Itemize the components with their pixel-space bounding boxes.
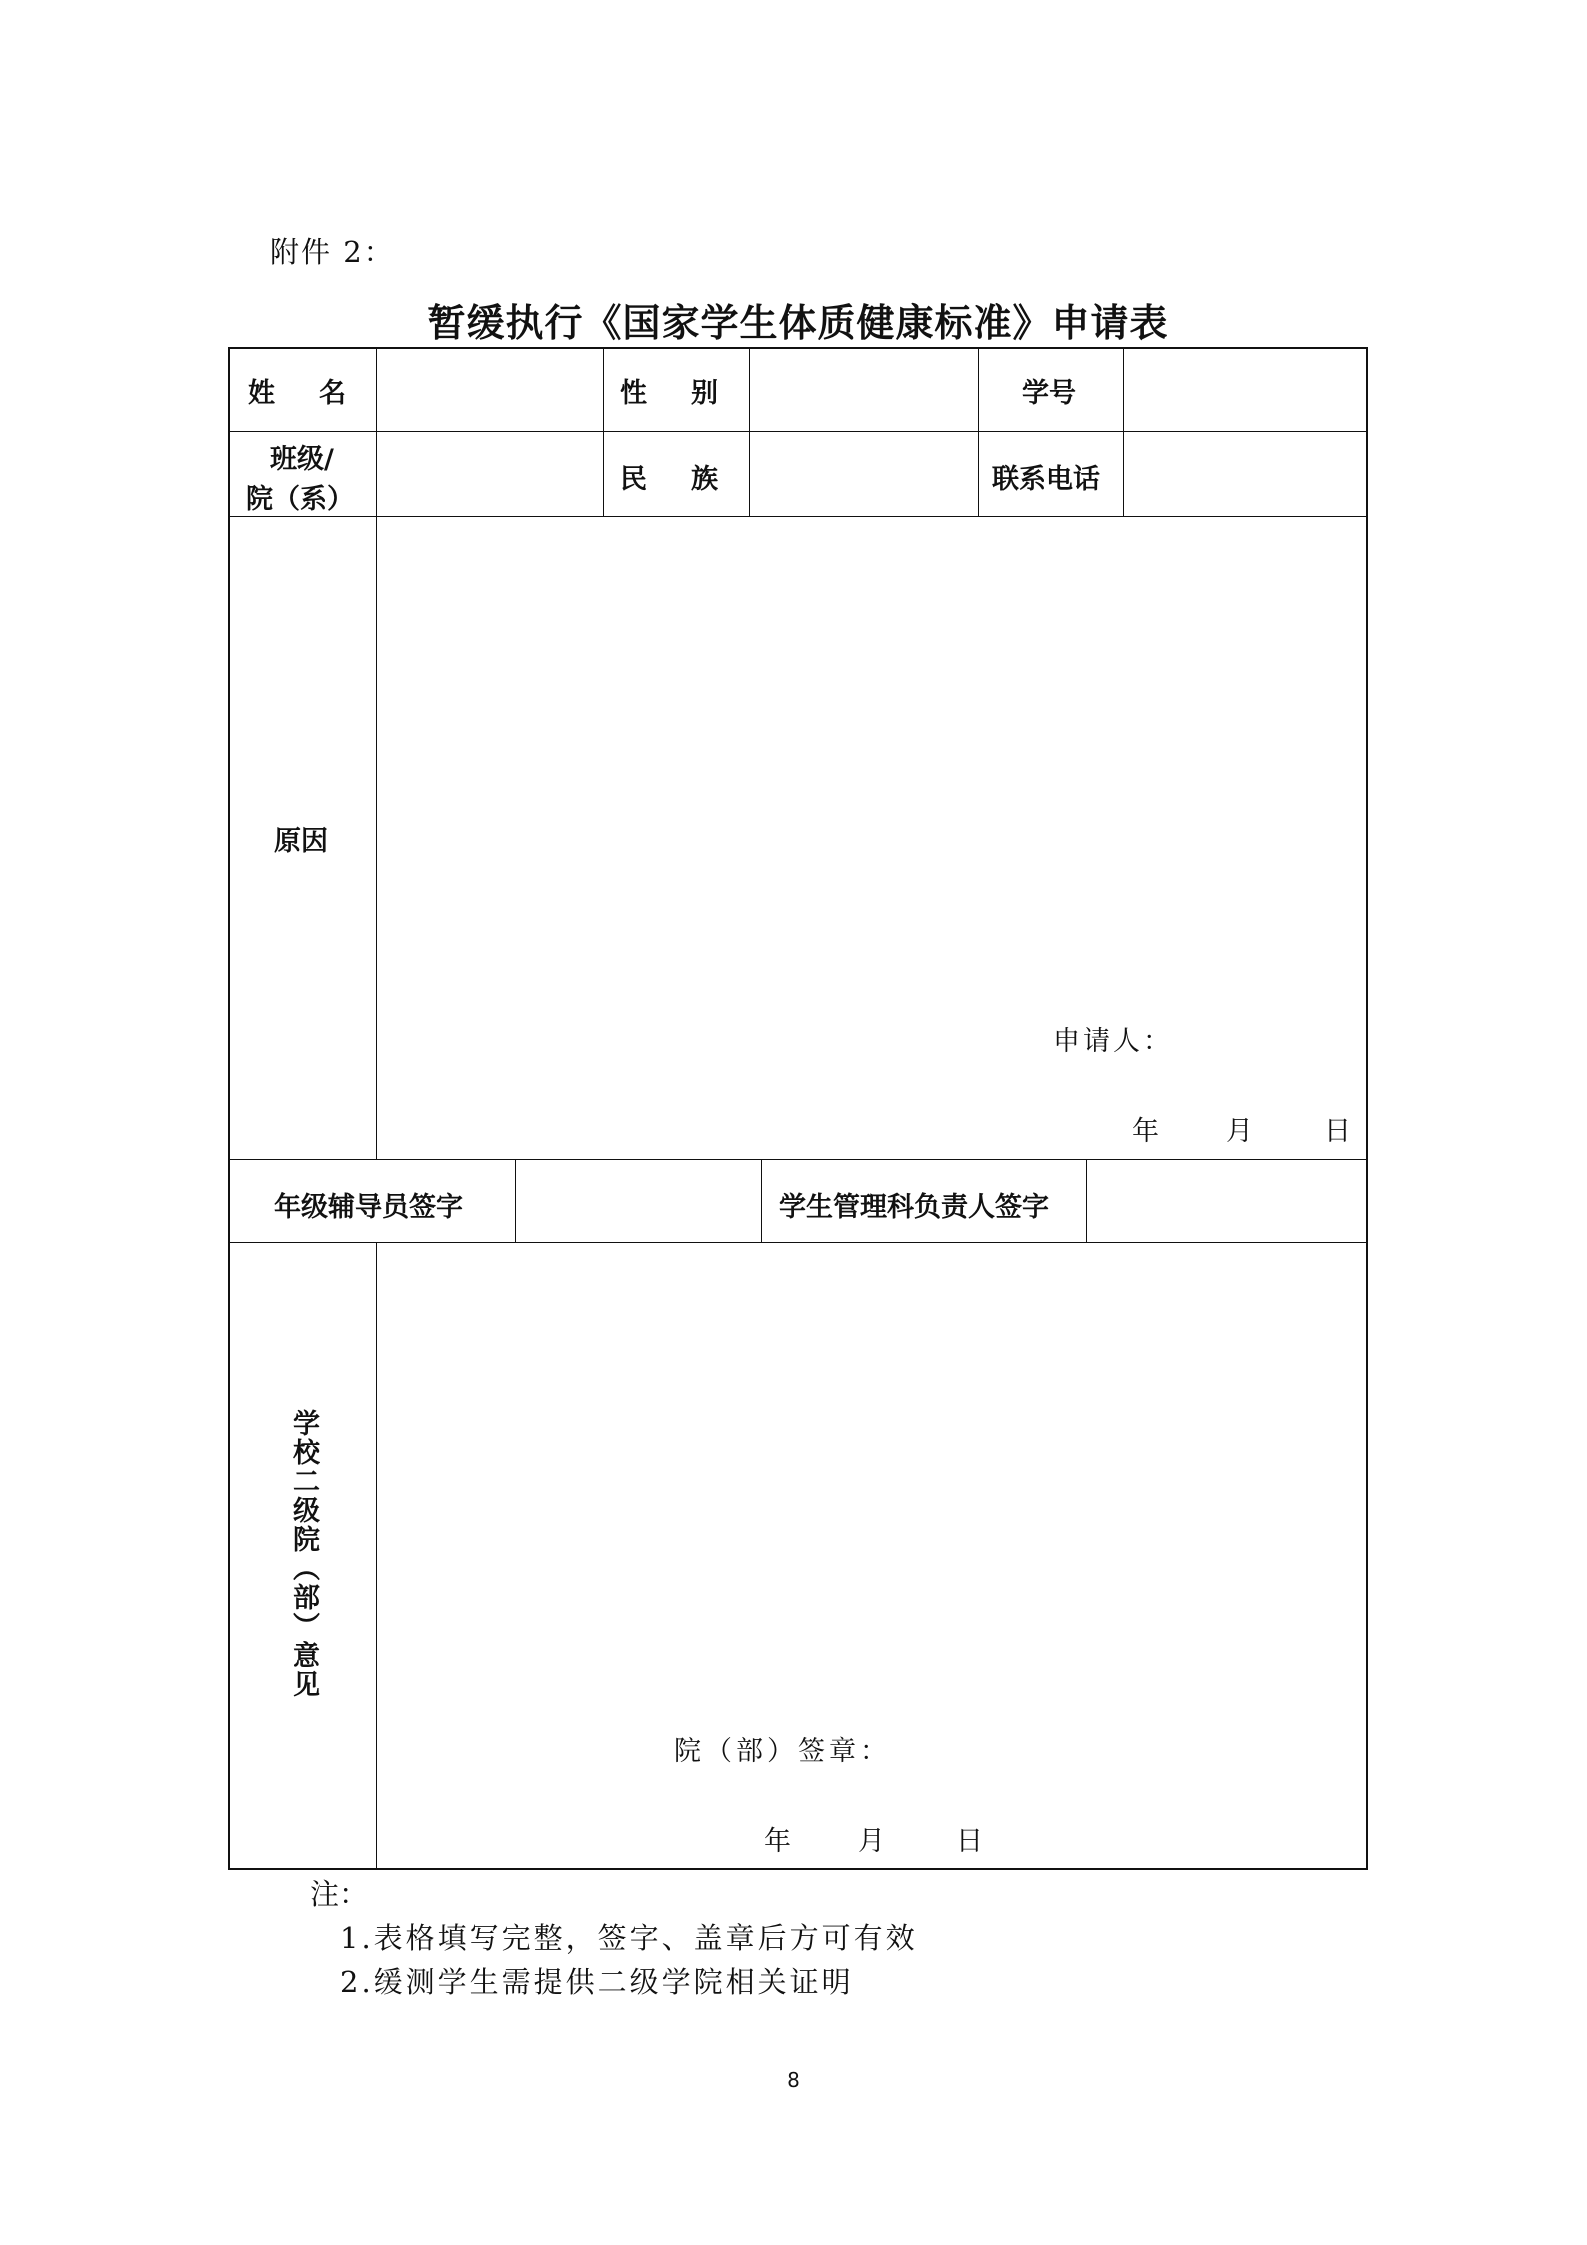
- col-divider: [376, 1242, 377, 1868]
- col-divider: [1123, 349, 1124, 516]
- col-divider: [515, 1159, 516, 1242]
- attachment-label: 附件 2：: [270, 235, 395, 269]
- col-divider: [376, 516, 377, 1159]
- col-divider: [603, 349, 604, 516]
- manager-signature-label: 学生管理科负责人签字: [779, 1192, 1049, 1223]
- name-field[interactable]: [378, 351, 602, 430]
- application-form-table: [228, 347, 1368, 1870]
- phone-label: 联系电话: [992, 464, 1100, 495]
- opinion-month: 月: [858, 1826, 885, 1857]
- class-field[interactable]: [378, 433, 602, 515]
- student-id-label: 学号: [1022, 378, 1076, 409]
- row-divider: [230, 516, 1366, 517]
- reason-day: 日: [1324, 1116, 1351, 1147]
- reason-month: 月: [1226, 1116, 1253, 1147]
- notes-section: [310, 1872, 918, 2004]
- opinion-day: 日: [956, 1826, 983, 1857]
- opinion-label: 学校二级院（部）意见: [288, 1409, 319, 1699]
- gender-label: 性别: [620, 378, 762, 409]
- counselor-signature-field[interactable]: [517, 1161, 760, 1241]
- opinion-year: 年: [764, 1826, 791, 1857]
- note-item: 1.表格填写完整，签字、盖章后方可有效: [340, 1921, 918, 1955]
- col-divider: [978, 349, 979, 516]
- name-label: 姓名: [248, 378, 390, 409]
- ethnicity-field[interactable]: [751, 433, 977, 515]
- opinion-field[interactable]: [378, 1244, 1365, 1868]
- note-item: 2.缓测学生需提供二级学院相关证明: [340, 1965, 854, 1999]
- class-label-line1: 班级/: [270, 444, 334, 475]
- student-id-field[interactable]: [1125, 351, 1365, 430]
- applicant-label: 申请人：: [1053, 1026, 1173, 1057]
- phone-field[interactable]: [1125, 433, 1365, 515]
- notes-heading: 注：: [310, 1877, 369, 1911]
- ethnicity-label: 民族: [620, 464, 762, 495]
- seal-label: 院（部）签章：: [674, 1736, 891, 1767]
- counselor-signature-label: 年级辅导员签字: [274, 1192, 463, 1223]
- row-divider: [230, 1159, 1366, 1160]
- reason-label: 原因: [274, 826, 328, 857]
- row-divider: [230, 431, 1366, 432]
- col-divider: [1086, 1159, 1087, 1242]
- manager-signature-field[interactable]: [1088, 1161, 1365, 1241]
- page-number: 8: [787, 2068, 800, 2092]
- reason-field[interactable]: [378, 518, 1365, 1158]
- row-divider: [230, 1242, 1366, 1243]
- gender-field[interactable]: [751, 351, 977, 430]
- class-label-line2: 院（系）: [246, 484, 354, 515]
- form-title: 暂缓执行《国家学生体质健康标准》申请表: [427, 300, 1169, 345]
- col-divider: [761, 1159, 762, 1242]
- reason-year: 年: [1132, 1116, 1159, 1147]
